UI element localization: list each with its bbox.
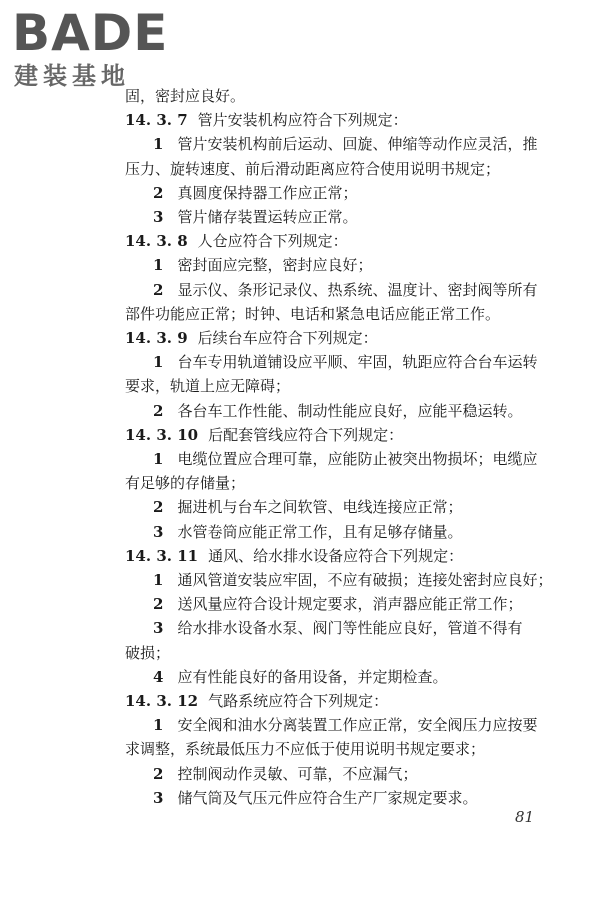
section-title: 气路系统应符合下列规定： (208, 692, 389, 711)
item-number: 2 (153, 401, 164, 420)
item-continuation: 部件功能应正常；时钟、电话和紧急电话应能正常工作。 (125, 304, 501, 323)
page-body (125, 84, 555, 810)
continuation-line: 固，密封应良好。 (125, 87, 246, 105)
item-text: 管片储存装置运转应正常。 (177, 208, 358, 227)
item-number: 2 (153, 595, 164, 614)
page-number: 81 (515, 808, 535, 826)
bade-logo (8, 4, 183, 94)
section-number: 14. 3. 10 (125, 425, 199, 444)
clause-item (125, 786, 555, 810)
section-14-3-9-heading (125, 326, 555, 350)
section-14-3-12-heading (125, 689, 555, 713)
clause-item (125, 568, 555, 592)
item-text: 真圆度保持器工作应正常； (177, 183, 358, 202)
item-text: 应有性能良好的备用设备，并定期检查。 (177, 667, 448, 686)
clause-item (125, 495, 555, 519)
section-number: 14. 3. 9 (125, 329, 188, 348)
section-14-3-10-heading (125, 423, 555, 447)
clause-item (125, 399, 555, 423)
clause-item (125, 616, 555, 640)
clause-item (125, 253, 555, 277)
item-number: 3 (153, 522, 164, 541)
section-number: 14. 3. 7 (125, 111, 188, 130)
clause-item (125, 181, 555, 205)
item-text: 显示仪、条形记录仪、热系统、温度计、密封阀等所有 (177, 280, 538, 299)
item-text: 送风量应符合设计规定要求，消声器应能正常工作； (177, 595, 523, 614)
section-number: 14. 3. 8 (125, 232, 188, 251)
item-text: 安全阀和油水分离装置工作应正常，安全阀压力应按要 (177, 716, 538, 735)
item-continuation: 有足够的存储量； (125, 474, 246, 493)
logo-wordmark: BADE (12, 4, 169, 62)
item-number: 1 (153, 571, 164, 590)
item-number: 2 (153, 764, 164, 783)
item-number: 1 (153, 353, 164, 372)
item-number: 3 (153, 619, 164, 638)
clause-item (125, 278, 555, 302)
clause-item (125, 350, 555, 374)
section-title: 后续台车应符合下列规定： (197, 329, 378, 348)
item-text: 密封面应完整，密封应良好； (177, 256, 373, 275)
item-number: 2 (153, 498, 164, 517)
item-number: 2 (153, 183, 164, 202)
item-continuation: 要求，轨道上应无障碍； (125, 377, 291, 396)
clause-item (125, 592, 555, 616)
item-text: 掘进机与台车之间软管、电线连接应正常； (177, 498, 463, 517)
item-text: 控制阀动作灵敏、可靠，不应漏气； (177, 764, 418, 783)
item-number: 1 (153, 256, 164, 275)
item-text: 水管卷筒应能正常工作，且有足够存储量。 (177, 522, 463, 541)
section-title: 后配套管线应符合下列规定： (208, 425, 404, 444)
section-number: 14. 3. 12 (125, 692, 199, 711)
item-text: 通风管道安装应牢固，不应有破损；连接处密封应良好； (177, 571, 553, 590)
item-text: 给水排水设备水泵、阀门等性能应良好，管道不得有 (177, 619, 523, 638)
section-title: 通风、给水排水设备应符合下列规定： (208, 546, 464, 565)
item-number: 2 (153, 280, 164, 299)
logo-subtitle: 建装基地 (14, 62, 130, 90)
item-number: 4 (153, 667, 164, 686)
clause-item (125, 520, 555, 544)
clause-item (125, 447, 555, 471)
item-number: 3 (153, 788, 164, 807)
item-text: 管片安装机构前后运动、回旋、伸缩等动作应灵活，推 (177, 135, 538, 154)
item-text: 各台车工作性能、制动性能应良好，应能平稳运转。 (177, 401, 523, 420)
item-continuation: 破损； (125, 643, 171, 662)
item-number: 1 (153, 135, 164, 154)
clause-item (125, 205, 555, 229)
item-text: 台车专用轨道铺设应平顺、牢固，轨距应符合台车运转 (177, 353, 538, 372)
item-number: 3 (153, 208, 164, 227)
section-14-3-7-heading (125, 108, 555, 132)
clause-item (125, 713, 555, 737)
item-number: 1 (153, 450, 164, 469)
item-continuation: 求调整，系统最低压力不应低于使用说明书规定要求； (125, 740, 486, 759)
item-text: 电缆位置应合理可靠，应能防止被突出物损坏；电缆应 (177, 450, 538, 469)
section-title: 人仓应符合下列规定： (197, 232, 348, 251)
clause-item (125, 665, 555, 689)
section-14-3-8-heading (125, 229, 555, 253)
section-14-3-11-heading (125, 544, 555, 568)
clause-item (125, 132, 555, 156)
item-text: 储气筒及气压元件应符合生产厂家规定要求。 (177, 788, 478, 807)
section-title: 管片安装机构应符合下列规定： (197, 111, 408, 130)
item-number: 1 (153, 716, 164, 735)
section-number: 14. 3. 11 (125, 546, 199, 565)
item-continuation: 压力、旋转速度、前后滑动距离应符合使用说明书规定； (125, 159, 501, 178)
clause-item (125, 762, 555, 786)
